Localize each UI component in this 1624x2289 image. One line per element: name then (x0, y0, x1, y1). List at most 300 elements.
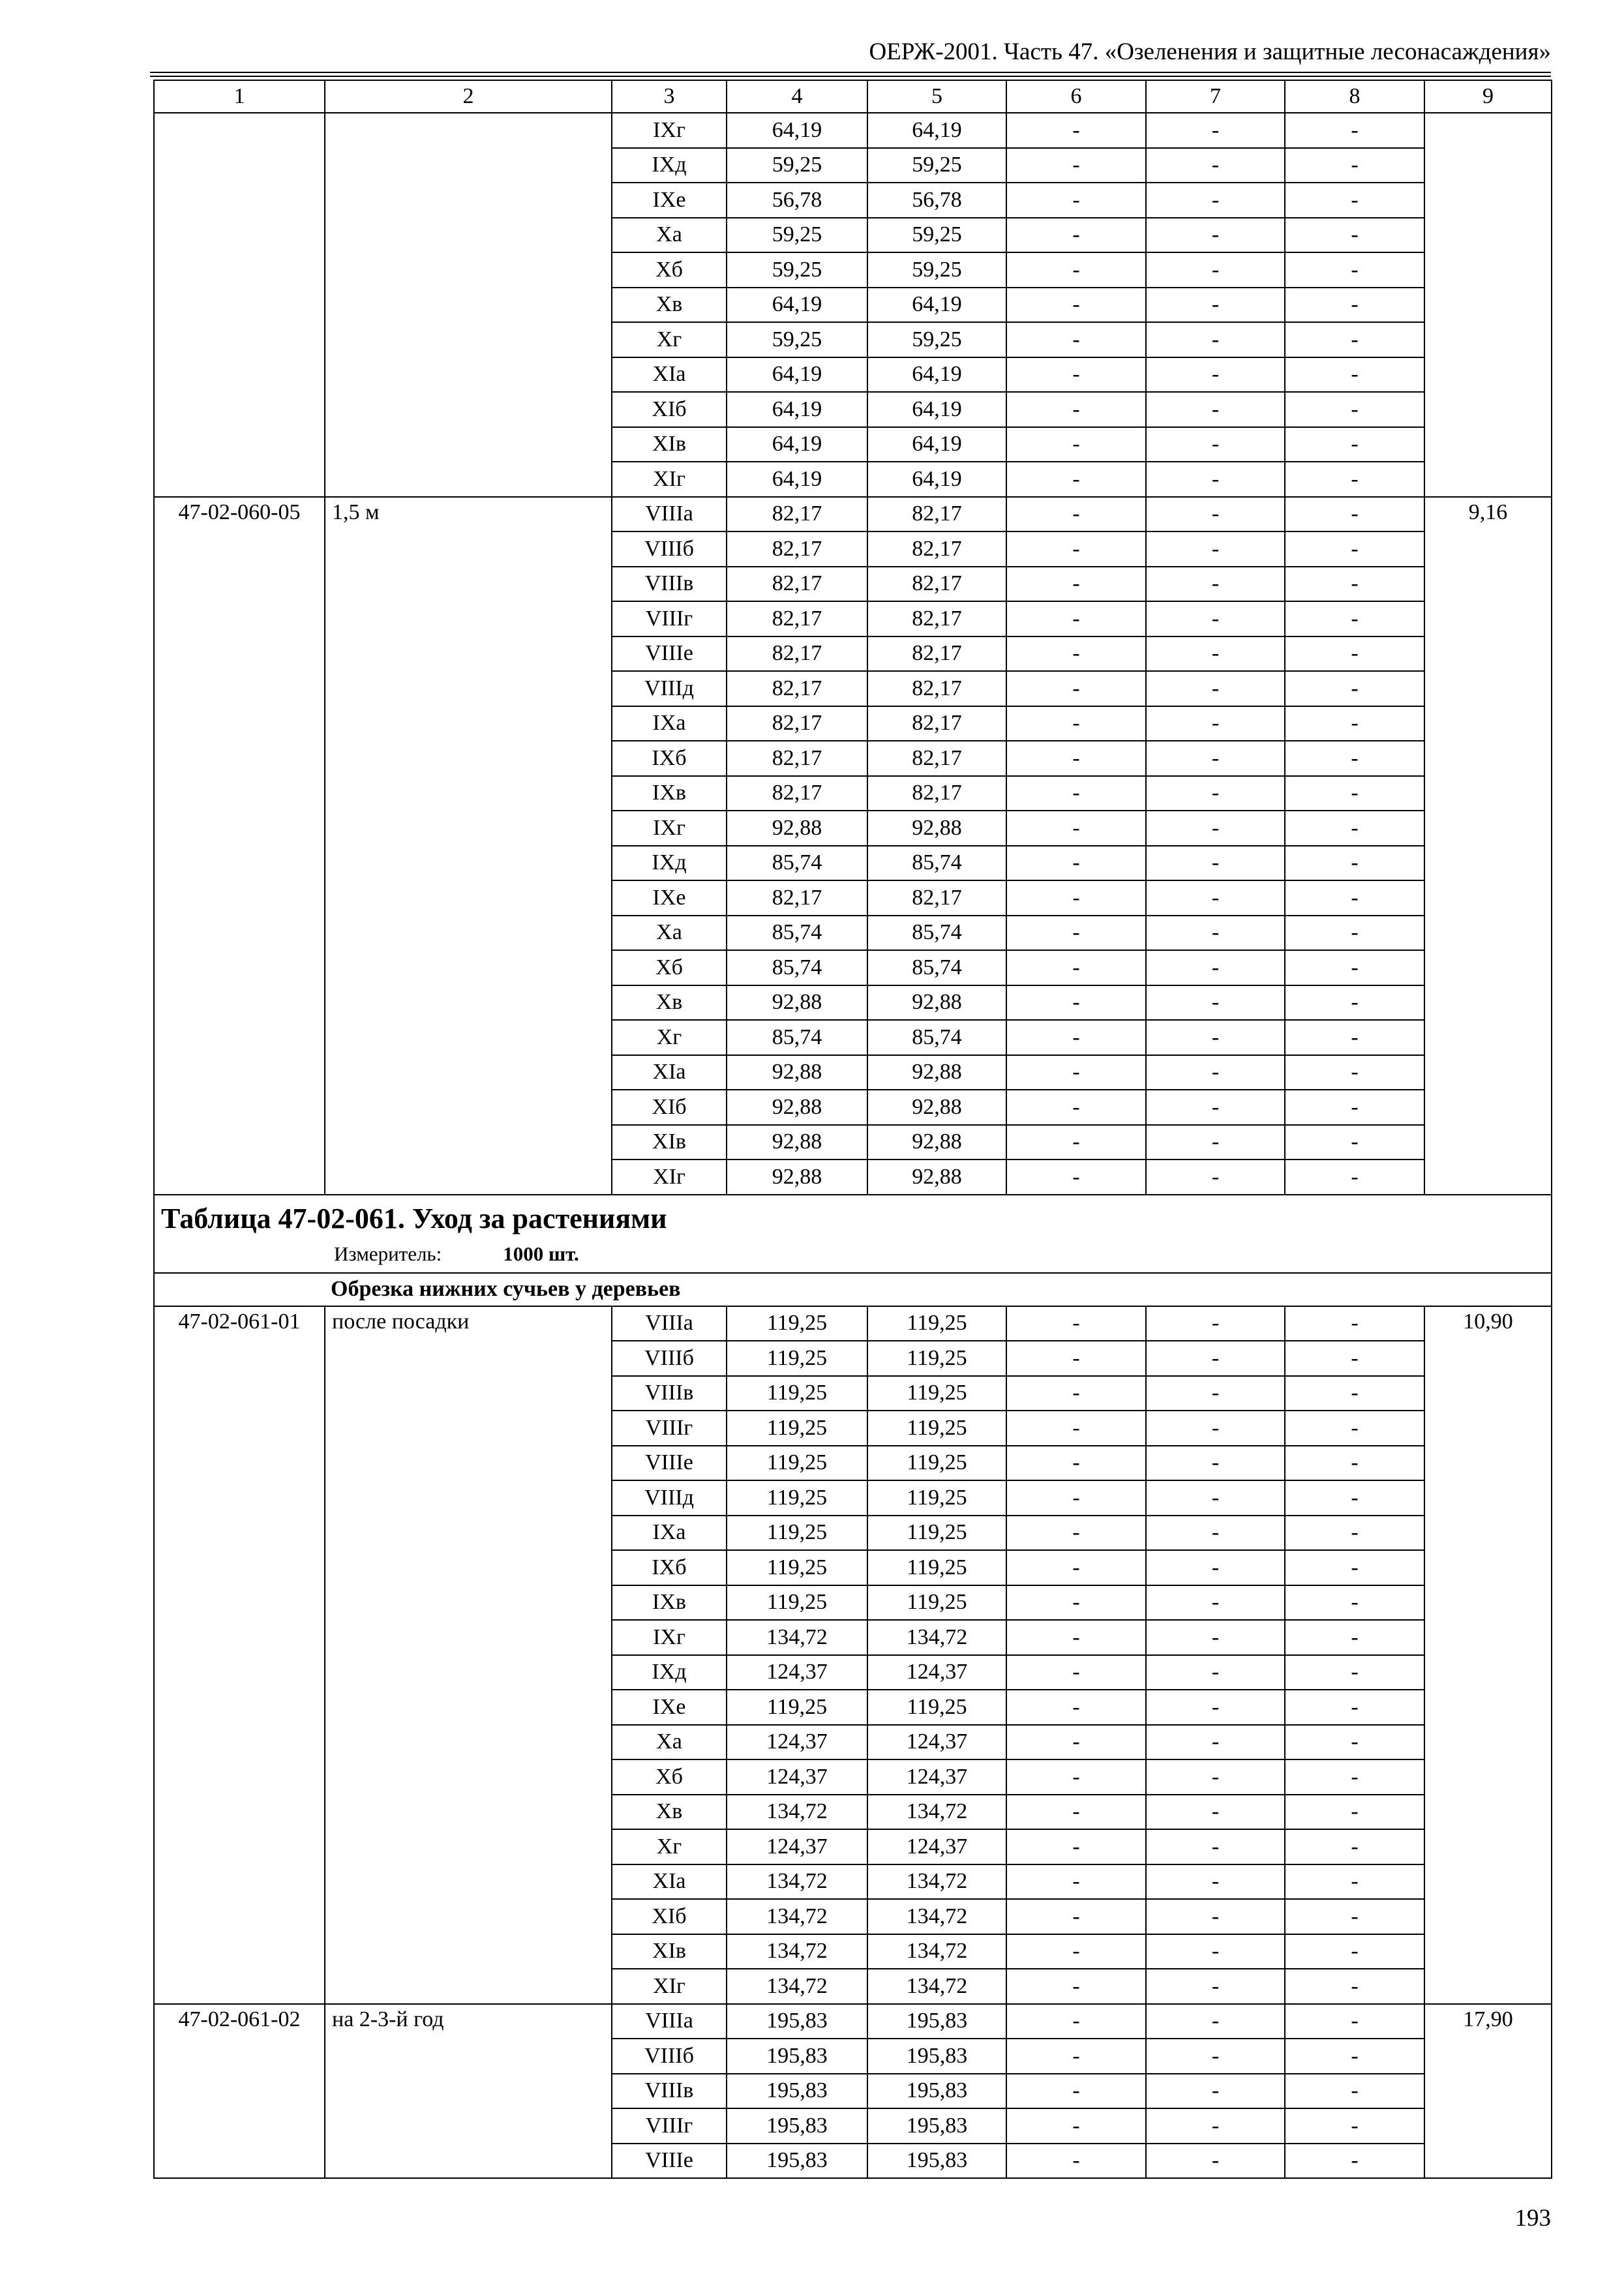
value-cell: - (1146, 706, 1285, 741)
value-cell: - (1146, 2108, 1285, 2144)
value-cell: - (1146, 916, 1285, 951)
value-cell: 82,17 (727, 741, 867, 776)
labor-cost: 9,16 (1424, 497, 1552, 1195)
value-cell: - (1006, 811, 1146, 846)
value-cell: 59,25 (867, 218, 1006, 253)
value-cell: 82,17 (727, 880, 867, 916)
value-cell: - (1285, 1480, 1424, 1516)
value-cell: 82,17 (727, 601, 867, 636)
value-cell: - (1146, 531, 1285, 567)
zone-cell: VIIIб (612, 531, 727, 567)
zone-cell: XIа (612, 357, 727, 393)
value-cell: - (1285, 2108, 1424, 2144)
value-cell: - (1006, 1620, 1146, 1655)
value-cell: - (1146, 1934, 1285, 1969)
rate-code: 47-02-061-02 (154, 2004, 325, 2179)
value-cell: 134,72 (727, 1969, 867, 2004)
value-cell: - (1146, 1125, 1285, 1160)
value-cell: - (1006, 357, 1146, 393)
zone-cell: XIб (612, 392, 727, 427)
value-cell: 124,37 (727, 1759, 867, 1795)
value-cell: 59,25 (727, 148, 867, 183)
value-cell: 119,25 (727, 1411, 867, 1446)
value-cell: - (1285, 1055, 1424, 1090)
zone-cell: IXд (612, 1655, 727, 1690)
value-cell: 82,17 (727, 671, 867, 706)
value-cell: - (1146, 2004, 1285, 2039)
value-cell: - (1006, 1125, 1146, 1160)
zone-cell: Xа (612, 1725, 727, 1760)
value-cell: 82,17 (867, 601, 1006, 636)
value-cell: 82,17 (727, 531, 867, 567)
zone-cell: Xв (612, 985, 727, 1021)
value-cell: - (1285, 427, 1424, 462)
value-cell: 195,83 (867, 2039, 1006, 2074)
value-cell: 85,74 (867, 916, 1006, 951)
value-cell: - (1006, 1829, 1146, 1864)
value-cell: - (1006, 1306, 1146, 1341)
value-cell: - (1285, 252, 1424, 288)
value-cell: - (1285, 1159, 1424, 1195)
value-cell: - (1006, 741, 1146, 776)
column-number: 8 (1285, 80, 1424, 113)
value-cell: 119,25 (867, 1516, 1006, 1551)
value-cell: 64,19 (727, 427, 867, 462)
value-cell: - (1285, 1795, 1424, 1830)
value-cell: 92,88 (867, 985, 1006, 1021)
value-cell: 92,88 (867, 1159, 1006, 1195)
value-cell: 59,25 (867, 148, 1006, 183)
value-cell: 82,17 (727, 636, 867, 672)
value-cell: 64,19 (867, 392, 1006, 427)
value-cell: - (1285, 1341, 1424, 1376)
value-cell: - (1006, 567, 1146, 602)
value-cell: - (1146, 1585, 1285, 1621)
value-cell: - (1006, 1159, 1146, 1195)
value-cell: - (1006, 706, 1146, 741)
value-cell: - (1006, 2074, 1146, 2109)
value-cell: - (1146, 1159, 1285, 1195)
value-cell: - (1146, 497, 1285, 532)
header-rule-double (150, 76, 1551, 77)
value-cell: - (1285, 392, 1424, 427)
zone-cell: IXа (612, 706, 727, 741)
value-cell: 119,25 (867, 1411, 1006, 1446)
value-cell: - (1006, 497, 1146, 532)
value-cell: - (1146, 1090, 1285, 1125)
value-cell: 82,17 (867, 567, 1006, 602)
value-cell: 119,25 (867, 1550, 1006, 1585)
value-cell: 82,17 (867, 497, 1006, 532)
value-cell: 124,37 (867, 1759, 1006, 1795)
value-cell: - (1285, 1585, 1424, 1621)
value-cell: - (1146, 1620, 1285, 1655)
zone-cell: IXв (612, 776, 727, 811)
value-cell: 119,25 (727, 1306, 867, 1341)
value-cell: - (1285, 2074, 1424, 2109)
value-cell: - (1006, 183, 1146, 218)
value-cell: 64,19 (867, 357, 1006, 393)
value-cell: 92,88 (867, 1055, 1006, 1090)
table-row (154, 1306, 1552, 1341)
value-cell: - (1285, 950, 1424, 985)
value-cell: 119,25 (727, 1341, 867, 1376)
value-cell: - (1285, 1090, 1424, 1125)
zone-cell: VIIIе (612, 2144, 727, 2179)
value-cell: - (1285, 462, 1424, 497)
value-cell: 134,72 (867, 1934, 1006, 1969)
value-cell: - (1285, 671, 1424, 706)
value-cell: 85,74 (727, 916, 867, 951)
value-cell: - (1146, 218, 1285, 253)
value-cell: 134,72 (727, 1795, 867, 1830)
table-subtitle: Обрезка нижних сучьев у деревьев (154, 1273, 1552, 1306)
zone-cell: IXд (612, 846, 727, 881)
value-cell: - (1285, 741, 1424, 776)
value-cell: 124,37 (727, 1655, 867, 1690)
zone-cell: IXг (612, 1620, 727, 1655)
zone-cell: VIIIг (612, 601, 727, 636)
work-description (325, 113, 612, 497)
value-cell: 82,17 (867, 741, 1006, 776)
value-cell: - (1146, 322, 1285, 357)
value-cell: - (1146, 2039, 1285, 2074)
value-cell: 119,25 (727, 1480, 867, 1516)
zone-cell: Xб (612, 1759, 727, 1795)
value-cell: 92,88 (727, 1055, 867, 1090)
zone-cell: VIIIе (612, 636, 727, 672)
value-cell: - (1285, 113, 1424, 148)
value-cell: - (1006, 2144, 1146, 2179)
value-cell: 85,74 (727, 1020, 867, 1055)
value-cell: - (1006, 1795, 1146, 1830)
value-cell: - (1146, 846, 1285, 881)
value-cell: - (1146, 288, 1285, 323)
zone-cell: VIIIб (612, 2039, 727, 2074)
value-cell: 59,25 (867, 322, 1006, 357)
value-cell: - (1006, 1585, 1146, 1621)
value-cell: 92,88 (727, 1159, 867, 1195)
zone-cell: XIв (612, 427, 727, 462)
column-number: 6 (1006, 80, 1146, 113)
value-cell: 82,17 (727, 497, 867, 532)
value-cell: - (1285, 916, 1424, 951)
value-cell: 119,25 (867, 1306, 1006, 1341)
table-title: Таблица 47-02-061. Уход за растениями (161, 1202, 667, 1234)
value-cell: 64,19 (867, 288, 1006, 323)
value-cell: 82,17 (867, 636, 1006, 672)
value-cell: - (1006, 950, 1146, 985)
zone-cell: VIIIв (612, 567, 727, 602)
value-cell: 119,25 (867, 1480, 1006, 1516)
value-cell: 82,17 (867, 776, 1006, 811)
column-number-row (154, 80, 1552, 113)
value-cell: 134,72 (867, 1795, 1006, 1830)
value-cell: - (1006, 776, 1146, 811)
zone-cell: XIг (612, 462, 727, 497)
value-cell: 59,25 (727, 322, 867, 357)
value-cell: - (1006, 1690, 1146, 1725)
value-cell: - (1146, 671, 1285, 706)
value-cell: 134,72 (727, 1620, 867, 1655)
value-cell: - (1285, 1446, 1424, 1481)
zone-cell: Xа (612, 916, 727, 951)
value-cell: - (1285, 1655, 1424, 1690)
zone-cell: IXе (612, 880, 727, 916)
value-cell: 64,19 (867, 462, 1006, 497)
value-cell: 119,25 (867, 1446, 1006, 1481)
value-cell: - (1285, 2144, 1424, 2179)
value-cell: 119,25 (867, 1690, 1006, 1725)
value-cell: 134,72 (867, 1620, 1006, 1655)
value-cell: - (1285, 1899, 1424, 1934)
table-heading-cell (154, 1195, 1552, 1273)
zone-cell: XIа (612, 1055, 727, 1090)
value-cell: - (1285, 706, 1424, 741)
value-cell: 92,88 (727, 985, 867, 1021)
value-cell: - (1146, 357, 1285, 393)
zone-cell: XIб (612, 1899, 727, 1934)
value-cell: 85,74 (867, 950, 1006, 985)
value-cell: 195,83 (727, 2039, 867, 2074)
value-cell: 119,25 (727, 1376, 867, 1411)
zone-cell: VIIIа (612, 1306, 727, 1341)
value-cell: 124,37 (867, 1725, 1006, 1760)
column-number: 7 (1146, 80, 1285, 113)
value-cell: 195,83 (867, 2004, 1006, 2039)
value-cell: - (1285, 1934, 1424, 1969)
zone-cell: IXб (612, 1550, 727, 1585)
zone-cell: XIг (612, 1159, 727, 1195)
zone-cell: Xг (612, 1020, 727, 1055)
column-number: 3 (612, 80, 727, 113)
value-cell: - (1285, 636, 1424, 672)
value-cell: - (1285, 1516, 1424, 1551)
value-cell: - (1006, 846, 1146, 881)
zone-cell: XIв (612, 1934, 727, 1969)
value-cell: - (1006, 1550, 1146, 1585)
value-cell: - (1146, 1376, 1285, 1411)
table-part-1 (154, 113, 1552, 1195)
value-cell: - (1146, 1759, 1285, 1795)
zone-cell: IXа (612, 1516, 727, 1551)
zone-cell: VIIIв (612, 1376, 727, 1411)
value-cell: - (1285, 1620, 1424, 1655)
value-cell: - (1146, 601, 1285, 636)
value-cell: - (1285, 846, 1424, 881)
value-cell: 82,17 (867, 706, 1006, 741)
zone-cell: XIв (612, 1125, 727, 1160)
value-cell: - (1146, 2074, 1285, 2109)
column-number: 9 (1424, 80, 1552, 113)
value-cell: 82,17 (867, 880, 1006, 916)
value-cell: - (1006, 880, 1146, 916)
value-cell: 134,72 (867, 1864, 1006, 1900)
value-cell: - (1285, 1759, 1424, 1795)
value-cell: - (1146, 1480, 1285, 1516)
zone-cell: IXв (612, 1585, 727, 1621)
value-cell: 195,83 (867, 2108, 1006, 2144)
value-cell: 92,88 (727, 1125, 867, 1160)
value-cell: - (1285, 601, 1424, 636)
value-cell: - (1285, 183, 1424, 218)
value-cell: - (1285, 1864, 1424, 1900)
value-cell: - (1006, 1969, 1146, 2004)
value-cell: 92,88 (867, 1090, 1006, 1125)
value-cell: - (1006, 985, 1146, 1021)
value-cell: - (1146, 1690, 1285, 1725)
value-cell: 119,25 (727, 1585, 867, 1621)
value-cell: - (1006, 531, 1146, 567)
value-cell: - (1006, 2108, 1146, 2144)
rate-code: 47-02-060-05 (154, 497, 325, 1195)
value-cell: - (1146, 392, 1285, 427)
value-cell: 59,25 (867, 252, 1006, 288)
value-cell: - (1006, 462, 1146, 497)
value-cell: - (1285, 811, 1424, 846)
value-cell: - (1006, 1759, 1146, 1795)
value-cell: 119,25 (727, 1516, 867, 1551)
zone-cell: IXе (612, 183, 727, 218)
labor-cost: 17,90 (1424, 2004, 1552, 2179)
labor-cost (1424, 113, 1552, 497)
value-cell: - (1285, 357, 1424, 393)
value-cell: - (1006, 1864, 1146, 1900)
table-heading-row (154, 1195, 1552, 1273)
zone-cell: VIIIг (612, 2108, 727, 2144)
value-cell: - (1285, 2039, 1424, 2074)
value-cell: - (1006, 1516, 1146, 1551)
value-cell: 195,83 (727, 2108, 867, 2144)
value-cell: 134,72 (727, 1864, 867, 1900)
value-cell: 134,72 (727, 1934, 867, 1969)
zone-cell: Xг (612, 322, 727, 357)
header-rule (150, 72, 1551, 73)
value-cell: - (1285, 218, 1424, 253)
work-description: после посадки (325, 1306, 612, 2004)
value-cell: - (1146, 567, 1285, 602)
value-cell: 64,19 (727, 288, 867, 323)
value-cell: 195,83 (867, 2144, 1006, 2179)
value-cell: - (1146, 1446, 1285, 1481)
value-cell: - (1146, 1411, 1285, 1446)
value-cell: - (1006, 1055, 1146, 1090)
value-cell: 64,19 (727, 357, 867, 393)
value-cell: - (1285, 1020, 1424, 1055)
value-cell: - (1006, 2004, 1146, 2039)
value-cell: 56,78 (727, 183, 867, 218)
value-cell: - (1006, 601, 1146, 636)
value-cell: 124,37 (867, 1829, 1006, 1864)
value-cell: - (1146, 741, 1285, 776)
zone-cell: Xв (612, 288, 727, 323)
zone-cell: XIб (612, 1090, 727, 1125)
value-cell: - (1006, 1411, 1146, 1446)
rate-code (154, 113, 325, 497)
value-cell: 134,72 (727, 1899, 867, 1934)
value-cell: - (1006, 252, 1146, 288)
value-cell: - (1146, 252, 1285, 288)
value-cell: - (1146, 1795, 1285, 1830)
zone-cell: XIа (612, 1864, 727, 1900)
table-row (154, 113, 1552, 148)
column-number: 5 (867, 80, 1006, 113)
value-cell: - (1006, 1090, 1146, 1125)
value-cell: 124,37 (867, 1655, 1006, 1690)
value-cell: 82,17 (867, 531, 1006, 567)
zone-cell: VIIIа (612, 2004, 727, 2039)
value-cell: 59,25 (727, 218, 867, 253)
meter-label: Измеритель: (334, 1242, 442, 1265)
page-number: 193 (1514, 2205, 1551, 2232)
meter-line (161, 1244, 1551, 1264)
value-cell: - (1285, 1829, 1424, 1864)
value-cell: 195,83 (867, 2074, 1006, 2109)
zone-cell: VIIIд (612, 1480, 727, 1516)
zone-cell: IXг (612, 811, 727, 846)
value-cell: 119,25 (727, 1550, 867, 1585)
value-cell: - (1146, 985, 1285, 1021)
value-cell: - (1146, 1655, 1285, 1690)
zone-cell: Xв (612, 1795, 727, 1830)
value-cell: 124,37 (727, 1829, 867, 1864)
rate-code: 47-02-061-01 (154, 1306, 325, 2004)
value-cell: - (1146, 811, 1285, 846)
value-cell: - (1006, 1020, 1146, 1055)
value-cell: - (1285, 1376, 1424, 1411)
zone-cell: Xб (612, 252, 727, 288)
zone-cell: VIIIв (612, 2074, 727, 2109)
value-cell: 64,19 (867, 427, 1006, 462)
value-cell: - (1006, 1480, 1146, 1516)
column-number: 1 (154, 80, 325, 113)
value-cell: 134,72 (867, 1899, 1006, 1934)
value-cell: - (1285, 1725, 1424, 1760)
value-cell: - (1146, 183, 1285, 218)
table-part-2 (154, 1306, 1552, 2179)
value-cell: - (1006, 916, 1146, 951)
value-cell: 64,19 (727, 462, 867, 497)
value-cell: - (1146, 636, 1285, 672)
zone-cell: VIIIе (612, 1446, 727, 1481)
value-cell: - (1146, 1899, 1285, 1934)
work-description: на 2-3-й год (325, 2004, 612, 2179)
value-cell: - (1006, 113, 1146, 148)
value-cell: - (1146, 1550, 1285, 1585)
value-cell: - (1146, 950, 1285, 985)
value-cell: - (1146, 1829, 1285, 1864)
value-cell: - (1146, 1725, 1285, 1760)
value-cell: 85,74 (867, 1020, 1006, 1055)
column-number: 4 (727, 80, 867, 113)
value-cell: 92,88 (727, 1090, 867, 1125)
value-cell: - (1006, 148, 1146, 183)
zone-cell: IXд (612, 148, 727, 183)
zone-cell: VIIIб (612, 1341, 727, 1376)
value-cell: 92,88 (867, 1125, 1006, 1160)
value-cell: - (1285, 497, 1424, 532)
value-cell: 82,17 (867, 671, 1006, 706)
zone-cell: IXб (612, 741, 727, 776)
column-number: 2 (325, 80, 612, 113)
value-cell: - (1006, 671, 1146, 706)
value-cell: - (1006, 392, 1146, 427)
table-subheading-row (154, 1273, 1552, 1306)
work-description: 1,5 м (325, 497, 612, 1195)
value-cell: - (1285, 567, 1424, 602)
value-cell: 134,72 (867, 1969, 1006, 2004)
value-cell: - (1006, 2039, 1146, 2074)
